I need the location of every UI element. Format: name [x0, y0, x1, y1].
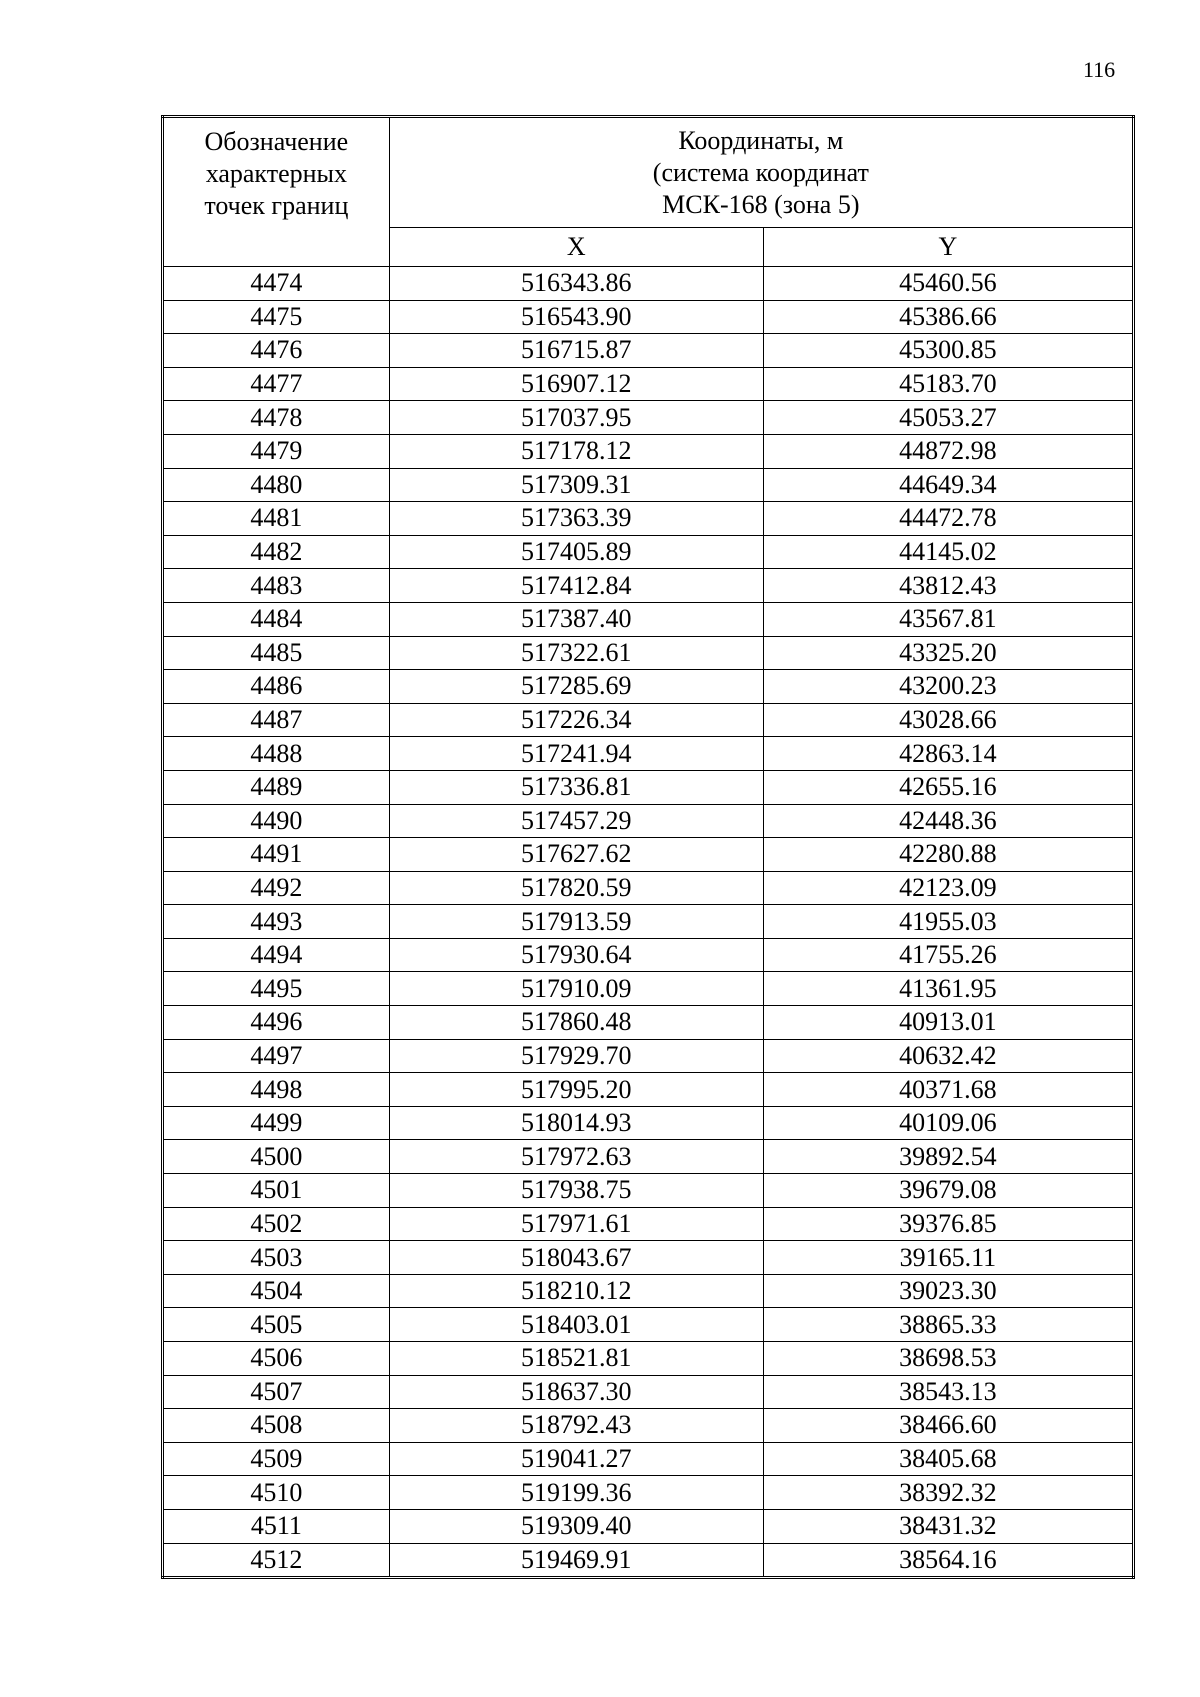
point-id-cell: 4509 [163, 1442, 390, 1476]
point-id-cell: 4474 [163, 267, 390, 301]
point-id-cell: 4511 [163, 1509, 390, 1543]
points-header-line-2: характерных [205, 159, 347, 188]
table-row [163, 569, 1134, 603]
point-id-cell: 4494 [163, 938, 390, 972]
y-coordinate-cell: 38865.33 [763, 1308, 1133, 1342]
point-id-cell: 4500 [163, 1140, 390, 1174]
table-row [163, 770, 1134, 804]
x-coordinate-cell: 517037.95 [389, 401, 763, 435]
x-coordinate-cell: 517226.34 [389, 703, 763, 737]
x-coordinate-cell: 517412.84 [389, 569, 763, 603]
x-coordinate-cell: 517309.31 [389, 468, 763, 502]
table-row [163, 401, 1134, 435]
point-id-cell: 4491 [163, 838, 390, 872]
y-coordinate-cell: 44145.02 [763, 535, 1133, 569]
point-id-cell: 4503 [163, 1241, 390, 1275]
point-id-cell: 4484 [163, 602, 390, 636]
point-id-cell: 4510 [163, 1476, 390, 1510]
point-id-cell: 4497 [163, 1039, 390, 1073]
points-header-line-3: точек границ [204, 191, 349, 220]
x-coordinate-cell: 517860.48 [389, 1006, 763, 1040]
x-column-header: X [389, 228, 763, 267]
point-id-cell: 4481 [163, 502, 390, 536]
y-coordinate-cell: 42280.88 [763, 838, 1133, 872]
x-coordinate-cell: 518210.12 [389, 1274, 763, 1308]
y-coordinate-cell: 40632.42 [763, 1039, 1133, 1073]
point-id-cell: 4475 [163, 300, 390, 334]
point-id-cell: 4504 [163, 1274, 390, 1308]
table-row [163, 1476, 1134, 1510]
point-id-cell: 4485 [163, 636, 390, 670]
y-coordinate-cell: 40371.68 [763, 1073, 1133, 1107]
point-id-cell: 4507 [163, 1375, 390, 1409]
y-coordinate-cell: 41755.26 [763, 938, 1133, 972]
x-coordinate-cell: 517938.75 [389, 1174, 763, 1208]
point-id-cell: 4495 [163, 972, 390, 1006]
coords-header-line-1: Координаты, м [678, 125, 844, 155]
x-coordinate-cell: 516543.90 [389, 300, 763, 334]
point-id-cell: 4478 [163, 401, 390, 435]
table-row [163, 838, 1134, 872]
point-id-cell: 4487 [163, 703, 390, 737]
x-coordinate-cell: 519309.40 [389, 1509, 763, 1543]
y-column-header: Y [763, 228, 1133, 267]
x-coordinate-cell: 517363.39 [389, 502, 763, 536]
point-id-cell: 4480 [163, 468, 390, 502]
x-coordinate-cell: 517627.62 [389, 838, 763, 872]
x-coordinate-cell: 518014.93 [389, 1106, 763, 1140]
x-coordinate-cell: 519469.91 [389, 1543, 763, 1578]
y-coordinate-cell: 38698.53 [763, 1342, 1133, 1376]
coords-header-line-2: (система координат [652, 157, 869, 187]
table-row [163, 1509, 1134, 1543]
y-coordinate-cell: 43567.81 [763, 602, 1133, 636]
y-coordinate-cell: 42863.14 [763, 737, 1133, 771]
point-id-cell: 4506 [163, 1342, 390, 1376]
table-row [163, 1342, 1134, 1376]
table-row [163, 602, 1134, 636]
table-row [163, 1543, 1134, 1578]
y-coordinate-cell: 44472.78 [763, 502, 1133, 536]
point-id-cell: 4501 [163, 1174, 390, 1208]
point-id-cell: 4482 [163, 535, 390, 569]
y-coordinate-cell: 38543.13 [763, 1375, 1133, 1409]
point-id-cell: 4476 [163, 334, 390, 368]
table-header [163, 117, 1134, 267]
x-coordinate-cell: 517387.40 [389, 602, 763, 636]
point-id-cell: 4486 [163, 670, 390, 704]
table-row [163, 1106, 1134, 1140]
table-row [163, 1174, 1134, 1208]
y-coordinate-cell: 40109.06 [763, 1106, 1133, 1140]
point-id-cell: 4502 [163, 1207, 390, 1241]
table-row [163, 468, 1134, 502]
y-coordinate-cell: 44872.98 [763, 434, 1133, 468]
table-row [163, 938, 1134, 972]
x-coordinate-cell: 517972.63 [389, 1140, 763, 1174]
x-coordinate-cell: 516907.12 [389, 367, 763, 401]
y-coordinate-cell: 38392.32 [763, 1476, 1133, 1510]
point-id-cell: 4492 [163, 871, 390, 905]
table-row [163, 670, 1134, 704]
y-coordinate-cell: 43812.43 [763, 569, 1133, 603]
y-coordinate-cell: 42655.16 [763, 770, 1133, 804]
points-column-header [163, 117, 390, 267]
x-coordinate-cell: 517929.70 [389, 1039, 763, 1073]
table-row [163, 1409, 1134, 1443]
y-coordinate-cell: 44649.34 [763, 468, 1133, 502]
table-row [163, 267, 1134, 301]
table-row [163, 334, 1134, 368]
point-id-cell: 4483 [163, 569, 390, 603]
point-id-cell: 4490 [163, 804, 390, 838]
header-row-main [163, 117, 1134, 228]
y-coordinate-cell: 43028.66 [763, 703, 1133, 737]
y-coordinate-cell: 38564.16 [763, 1543, 1133, 1578]
y-coordinate-cell: 45460.56 [763, 267, 1133, 301]
point-id-cell: 4496 [163, 1006, 390, 1040]
x-coordinate-cell: 517913.59 [389, 905, 763, 939]
table-row [163, 367, 1134, 401]
x-coordinate-cell: 517457.29 [389, 804, 763, 838]
y-coordinate-cell: 39892.54 [763, 1140, 1133, 1174]
y-coordinate-cell: 39679.08 [763, 1174, 1133, 1208]
x-coordinate-cell: 517178.12 [389, 434, 763, 468]
point-id-cell: 4493 [163, 905, 390, 939]
x-coordinate-cell: 517405.89 [389, 535, 763, 569]
x-coordinate-cell: 517241.94 [389, 737, 763, 771]
y-coordinate-cell: 42123.09 [763, 871, 1133, 905]
x-coordinate-cell: 516343.86 [389, 267, 763, 301]
point-id-cell: 4489 [163, 770, 390, 804]
y-coordinate-cell: 42448.36 [763, 804, 1133, 838]
y-coordinate-cell: 38405.68 [763, 1442, 1133, 1476]
y-coordinate-cell: 39023.30 [763, 1274, 1133, 1308]
y-coordinate-cell: 45386.66 [763, 300, 1133, 334]
table-row [163, 1207, 1134, 1241]
table-row [163, 1442, 1134, 1476]
y-coordinate-cell: 43200.23 [763, 670, 1133, 704]
point-id-cell: 4479 [163, 434, 390, 468]
table-row [163, 1375, 1134, 1409]
table-row [163, 804, 1134, 838]
table-row [163, 1073, 1134, 1107]
table-row [163, 1006, 1134, 1040]
point-id-cell: 4505 [163, 1308, 390, 1342]
x-coordinate-cell: 518637.30 [389, 1375, 763, 1409]
y-coordinate-cell: 39376.85 [763, 1207, 1133, 1241]
y-coordinate-cell: 38466.60 [763, 1409, 1133, 1443]
x-coordinate-cell: 517820.59 [389, 871, 763, 905]
point-id-cell: 4477 [163, 367, 390, 401]
y-coordinate-cell: 40913.01 [763, 1006, 1133, 1040]
point-id-cell: 4498 [163, 1073, 390, 1107]
x-coordinate-cell: 517322.61 [389, 636, 763, 670]
table-row [163, 1140, 1134, 1174]
coordinates-table [161, 115, 1135, 1579]
table-row [163, 737, 1134, 771]
table-row [163, 1241, 1134, 1275]
y-coordinate-cell: 41955.03 [763, 905, 1133, 939]
x-coordinate-cell: 518403.01 [389, 1308, 763, 1342]
y-coordinate-cell: 45300.85 [763, 334, 1133, 368]
table-row [163, 1274, 1134, 1308]
y-coordinate-cell: 43325.20 [763, 636, 1133, 670]
x-coordinate-cell: 518521.81 [389, 1342, 763, 1376]
x-coordinate-cell: 517910.09 [389, 972, 763, 1006]
table-row [163, 535, 1134, 569]
y-coordinate-cell: 45183.70 [763, 367, 1133, 401]
x-coordinate-cell: 517285.69 [389, 670, 763, 704]
point-id-cell: 4499 [163, 1106, 390, 1140]
table-row [163, 300, 1134, 334]
table-row [163, 905, 1134, 939]
x-coordinate-cell: 519041.27 [389, 1442, 763, 1476]
x-coordinate-cell: 518792.43 [389, 1409, 763, 1443]
table-row [163, 703, 1134, 737]
coords-header-line-3: МСК-168 (зона 5) [662, 189, 860, 219]
table-row [163, 1039, 1134, 1073]
point-id-cell: 4508 [163, 1409, 390, 1443]
x-coordinate-cell: 517995.20 [389, 1073, 763, 1107]
points-header-line-1: Обозначение [204, 127, 349, 156]
table-body [163, 267, 1134, 1578]
y-coordinate-cell: 45053.27 [763, 401, 1133, 435]
coordinates-column-header [389, 117, 1133, 228]
y-coordinate-cell: 39165.11 [763, 1241, 1133, 1275]
point-id-cell: 4488 [163, 737, 390, 771]
point-id-cell: 4512 [163, 1543, 390, 1578]
table-row [163, 1308, 1134, 1342]
table-row [163, 871, 1134, 905]
x-coordinate-cell: 517971.61 [389, 1207, 763, 1241]
x-coordinate-cell: 517930.64 [389, 938, 763, 972]
y-coordinate-cell: 41361.95 [763, 972, 1133, 1006]
table-row [163, 636, 1134, 670]
y-coordinate-cell: 38431.32 [763, 1509, 1133, 1543]
table-row [163, 434, 1134, 468]
x-coordinate-cell: 519199.36 [389, 1476, 763, 1510]
table-row [163, 502, 1134, 536]
x-coordinate-cell: 518043.67 [389, 1241, 763, 1275]
x-coordinate-cell: 516715.87 [389, 334, 763, 368]
page-number: 116 [1083, 57, 1116, 82]
table-row [163, 972, 1134, 1006]
x-coordinate-cell: 517336.81 [389, 770, 763, 804]
